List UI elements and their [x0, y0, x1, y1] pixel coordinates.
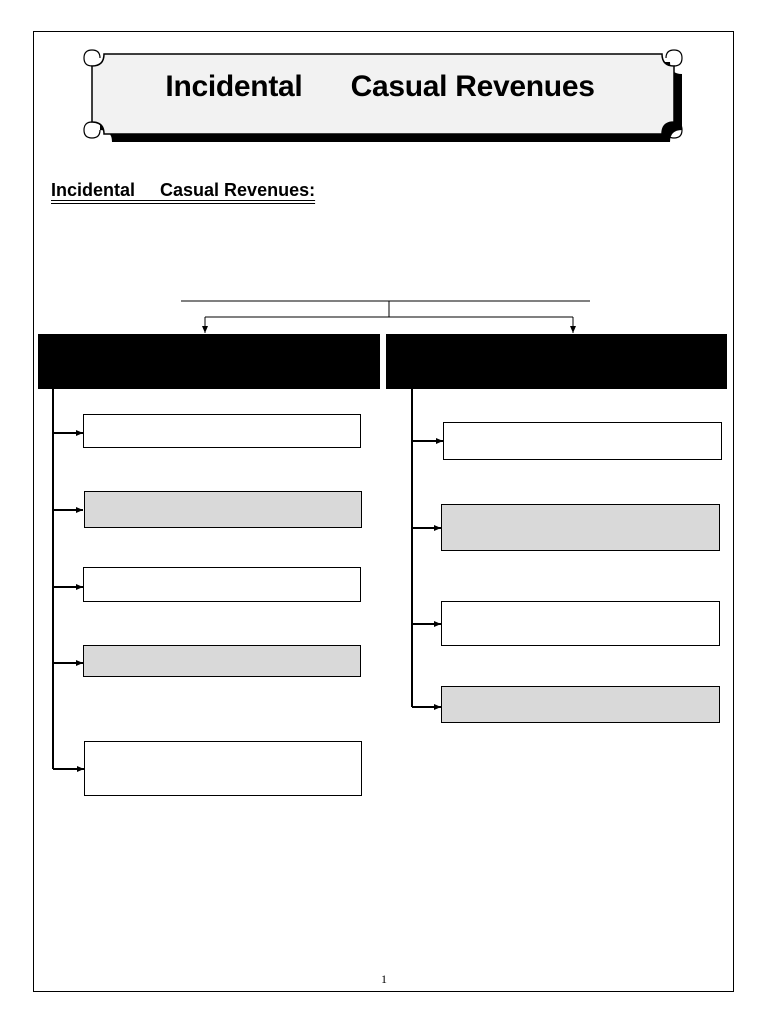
left-item-box-4: [83, 645, 361, 677]
right-item-box-2: [441, 504, 720, 551]
right-item-box-4: [441, 686, 720, 723]
page-number: 1: [381, 972, 387, 986]
section-heading: Incidental Casual Revenues:: [51, 180, 316, 200]
left-item-box-1: [83, 414, 361, 448]
right-item-box-3: [441, 601, 720, 646]
right-item-box-1: [443, 422, 722, 460]
left-item-box-2: [84, 491, 362, 528]
category-header-right: [386, 334, 727, 389]
category-header-left: [38, 334, 380, 389]
banner-title: Incidental Casual Revenues: [165, 70, 595, 103]
left-item-box-5: [84, 741, 362, 796]
left-item-box-3: [83, 567, 361, 602]
